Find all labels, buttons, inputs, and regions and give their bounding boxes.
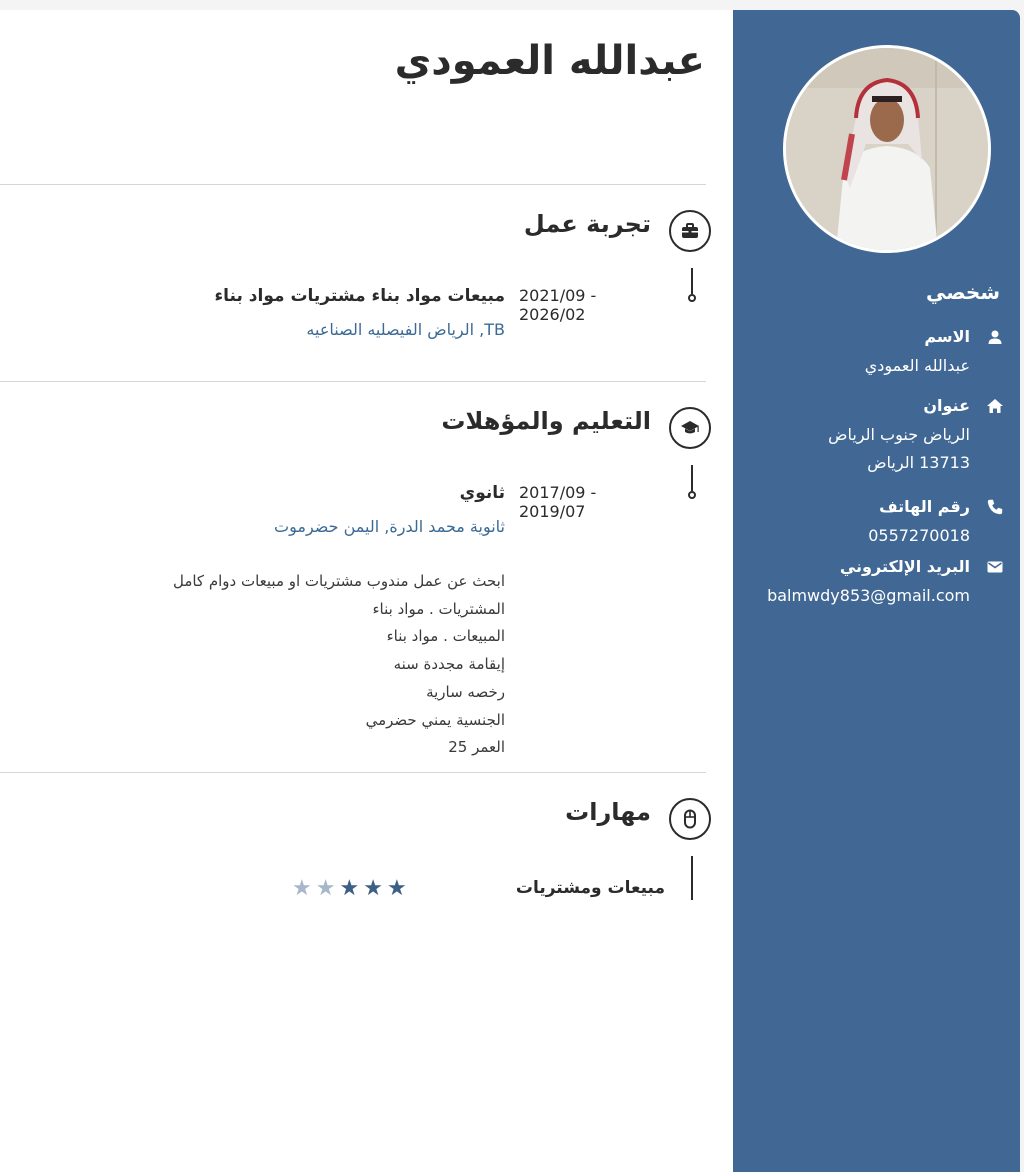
- info-label: عنوان: [923, 396, 970, 415]
- briefcase-icon: [669, 210, 711, 252]
- timeline-dot: [688, 491, 696, 499]
- mail-icon: [986, 558, 1004, 576]
- timeline-line: [691, 465, 693, 491]
- graduation-cap-icon: [669, 407, 711, 449]
- page-title: عبدالله العمودي: [394, 38, 705, 84]
- home-icon: [986, 397, 1004, 415]
- description-line: الجنسية يمني حضرمي: [365, 710, 505, 729]
- info-phone: [750, 496, 970, 550]
- star-empty-icon: ★: [315, 876, 340, 901]
- info-value: balmwdy853@gmail.com: [767, 586, 970, 605]
- entry-subtitle: TB, الرياض الفيصليه الصناعيه: [306, 320, 505, 339]
- description-line: رخصه سارية: [426, 682, 505, 701]
- skill-rating: [292, 876, 411, 901]
- info-label: الاسم: [924, 327, 970, 346]
- description-line: العمر 25: [448, 738, 505, 757]
- entry-date: 2017/09 - 2019/07: [519, 483, 597, 521]
- entry-description: [125, 568, 505, 762]
- section-title-education: التعليم والمؤهلات: [441, 407, 651, 435]
- sidebar: [733, 10, 1020, 1172]
- info-label: البريد الإلكتروني: [839, 557, 970, 576]
- section-title-skills: مهارات: [565, 798, 651, 826]
- info-value: 13713 الرياض: [867, 453, 970, 472]
- phone-icon: [986, 498, 1004, 516]
- timeline-dot: [688, 294, 696, 302]
- divider: [0, 184, 706, 185]
- timeline-line: [691, 856, 693, 900]
- entry-date: 2021/09 - 2026/02: [519, 286, 597, 324]
- description-line: ابحث عن عمل مندوب مشتريات او مبيعات دوام كامل: [172, 572, 505, 590]
- info-value: الرياض جنوب الرياض: [828, 425, 970, 444]
- star-filled-icon: ★: [386, 876, 411, 901]
- info-label: رقم الهاتف: [879, 497, 970, 516]
- info-email: [740, 556, 970, 610]
- info-value: عبدالله العمودي: [864, 356, 970, 375]
- person-icon: [986, 328, 1004, 346]
- resume-sheet: [0, 10, 1020, 1172]
- description-line: المبيعات . مواد بناء: [386, 627, 505, 646]
- avatar: [783, 45, 991, 253]
- info-address: [750, 395, 970, 477]
- description-line: إيقامة مجددة سنه: [393, 655, 505, 674]
- info-value: 0557270018: [868, 526, 970, 545]
- divider: [0, 381, 706, 382]
- section-title-experience: تجربة عمل: [523, 210, 651, 238]
- skill-name: مبيعات ومشتريات: [515, 878, 665, 898]
- star-filled-icon: ★: [363, 876, 387, 901]
- star-filled-icon: ★: [339, 876, 364, 901]
- divider: [0, 772, 706, 773]
- description-line: المشتريات . مواد بناء: [372, 599, 505, 618]
- mouse-icon: [669, 798, 711, 840]
- star-empty-icon: ★: [292, 876, 316, 901]
- main-column: [0, 10, 733, 1172]
- timeline-line: [691, 268, 693, 294]
- entry-subtitle: ثانوية محمد الدرة, اليمن حضرموت: [274, 517, 505, 536]
- sidebar-section-title: شخصي: [925, 280, 1000, 304]
- info-name: [750, 326, 970, 380]
- entry-title: مبيعات مواد بناء مشتريات مواد بناء: [214, 286, 505, 306]
- entry-title: ثانوي: [459, 483, 505, 503]
